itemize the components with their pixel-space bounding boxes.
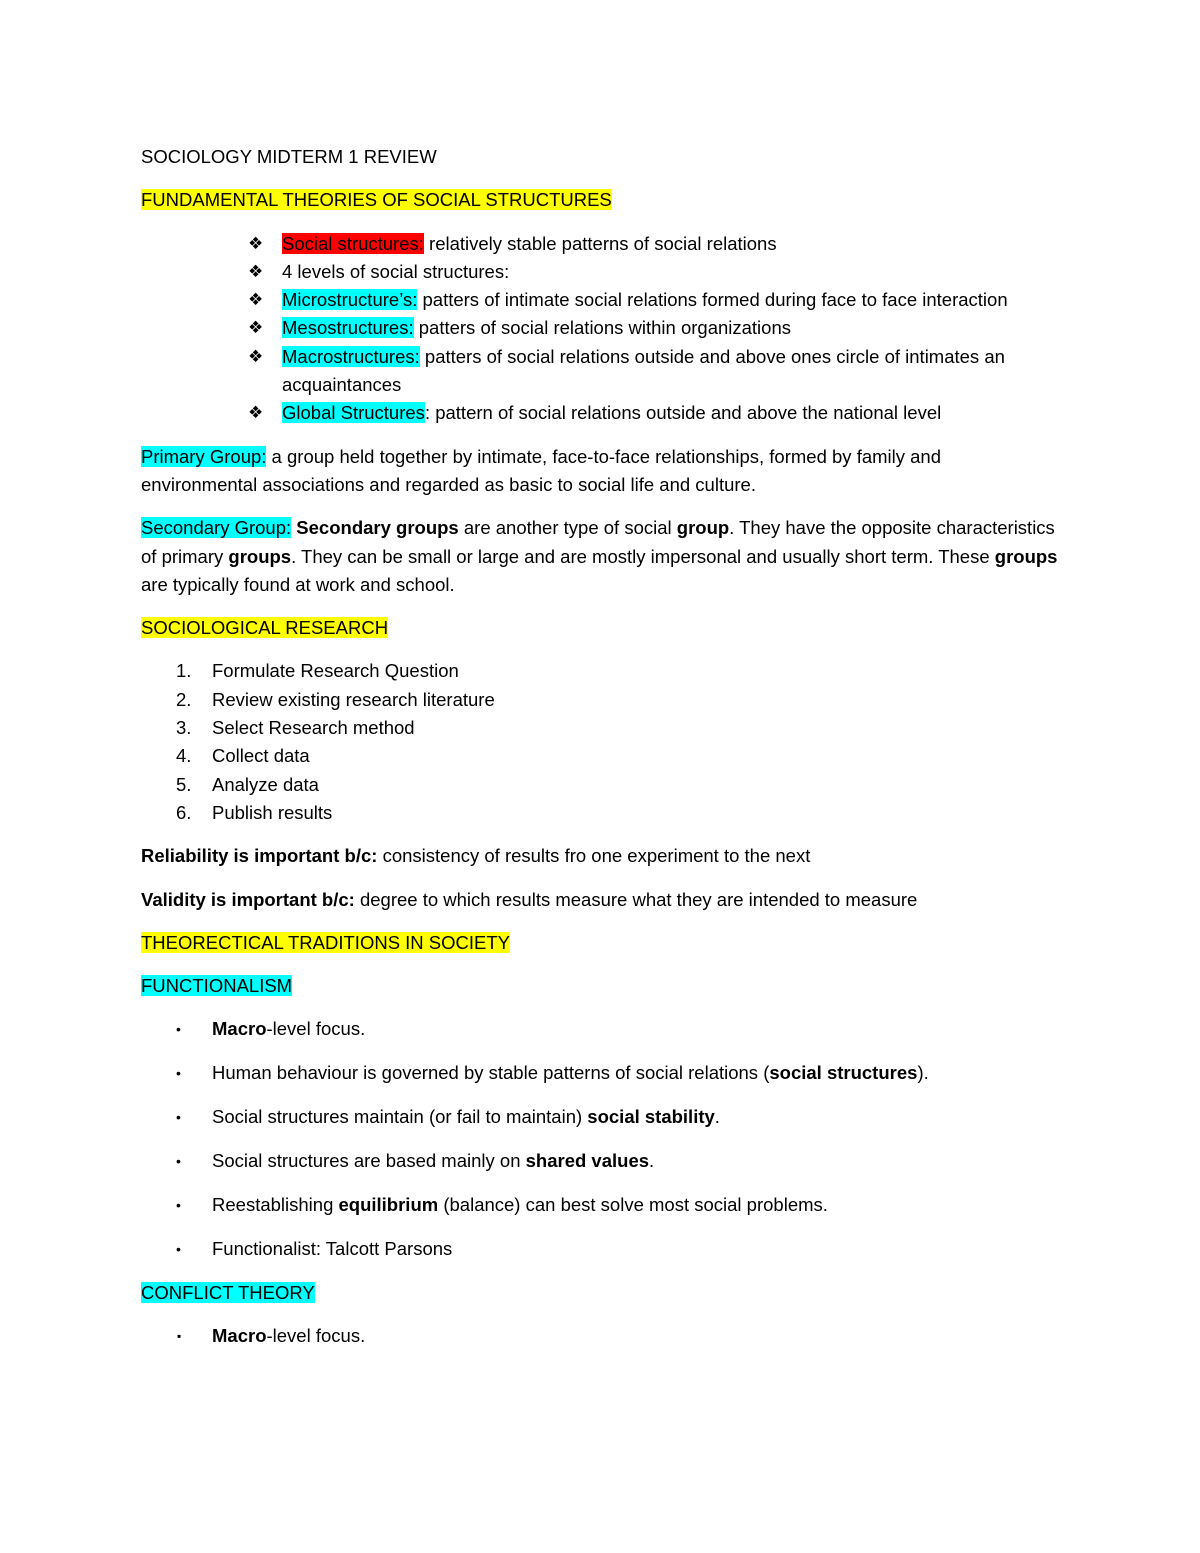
diamond-bullet-icon: ❖: [248, 403, 264, 423]
conflict-theory-list: [141, 1322, 1061, 1350]
list-item: • Social structures maintain (or fail to maintain) social stability.: [141, 1103, 1061, 1131]
subheading-conflict-theory: CONFLICT THEORY: [141, 1281, 315, 1303]
square-bullet-icon: ▪: [177, 1329, 182, 1344]
subheading-functionalism: FUNCTIONALISM: [141, 975, 293, 997]
list-item: 1. Formulate Research Question: [176, 660, 459, 682]
document-title: SOCIOLOGY MIDTERM 1 REVIEW: [141, 146, 437, 167]
list-item: • Macro-level focus.: [141, 1015, 1061, 1043]
diamond-bullet-icon: ❖: [248, 318, 264, 338]
list-item: 5. Analyze data: [176, 773, 319, 795]
dot-bullet-icon: •: [176, 1196, 181, 1213]
list-item: ❖ Mesostructures: patters of social relations within organizations: [141, 314, 1061, 342]
list-item: 2. Review existing research literature: [176, 688, 495, 710]
diamond-bullet-icon: ❖: [248, 233, 264, 253]
functionalism-list: [141, 1015, 1061, 1263]
section-heading-research: SOCIOLOGICAL RESEARCH: [141, 617, 389, 639]
diamond-bullet-icon: ❖: [248, 261, 264, 281]
validity-note: Validity is important b/c: degree to which results measure what they are intended to measure: [141, 888, 918, 910]
list-item: • Social structures are based mainly on shared values.: [141, 1147, 1061, 1175]
list-item: ❖ Macrostructures: patters of social relations outside and above ones circle of intimates an acquaintances: [141, 343, 1061, 400]
section-heading-traditions: THEORECTICAL TRADITIONS IN SOCIETY: [141, 931, 511, 953]
list-item: 4. Collect data: [176, 745, 310, 767]
diamond-bullet-icon: ❖: [248, 346, 264, 366]
dot-bullet-icon: •: [176, 1109, 181, 1126]
primary-group-definition: Primary Group: a group held together by intimate, face-to-face relationships, formed by family and environmental associations and regarded as basic to social life and culture.: [141, 445, 942, 495]
reliability-note: Reliability is important b/c: consistency of results fro one experiment to the next: [141, 845, 811, 867]
diamond-bullet-icon: ❖: [248, 290, 264, 310]
list-item: • Human behaviour is governed by stable patterns of social relations (social structures).: [141, 1059, 1061, 1087]
list-item: ▪ Macro-level focus.: [141, 1322, 1061, 1350]
dot-bullet-icon: •: [176, 1021, 181, 1038]
dot-bullet-icon: •: [176, 1065, 181, 1082]
list-item: ❖ Global Structures: pattern of social relations outside and above the national level: [141, 399, 1061, 427]
social-structures-list: [141, 230, 1061, 428]
research-steps-list: [141, 657, 1061, 827]
list-item: ❖ Microstructure’s: patters of intimate social relations formed during face to face interaction: [141, 286, 1061, 314]
document-body: [141, 143, 1061, 1350]
section-heading-social-structures: FUNDAMENTAL THEORIES OF SOCIAL STRUCTURES: [141, 189, 612, 211]
dot-bullet-icon: •: [176, 1153, 181, 1170]
list-item: • Functionalist: Talcott Parsons: [141, 1235, 1061, 1263]
secondary-group-definition: Secondary Group: Secondary groups are another type of social group. They have the opposite characteristics of primary groups. They can be small or large and are mostly impersonal and usually short term. These groups are typically found at work and school.: [141, 517, 1058, 595]
list-item: ❖ 4 levels of social structures:: [141, 258, 1061, 286]
list-item: 3. Select Research method: [176, 717, 415, 739]
list-item: ❖ Social structures: relatively stable patterns of social relations: [141, 230, 1061, 258]
dot-bullet-icon: •: [176, 1240, 181, 1257]
list-item: • Reestablishing equilibrium (balance) can best solve most social problems.: [141, 1191, 1061, 1219]
list-item: 6. Publish results: [176, 801, 333, 823]
